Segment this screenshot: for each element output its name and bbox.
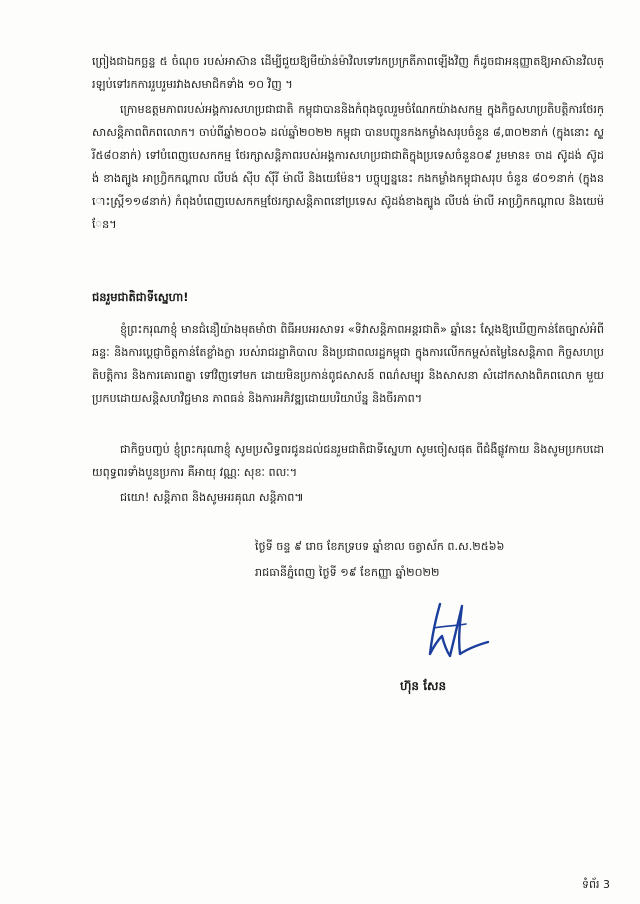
- signer-name: ហ៊ុន សែន: [400, 679, 447, 693]
- paragraph-un-peacekeeping: ក្រោមឧត្តមភាពរបស់អង្គការសហប្រជាជាតិ កម្ពុជាបាននិងកំពុងចូលរួមចំណែកយ៉ាងសកម្ម ក្នុងកិច្ចសហប្រតិបត្តិការថែរក្សាសន្តិភាពពិភពលោក។ ចាប់ពីឆ្នាំ២០០៦ ដល់ឆ្នាំ២០២២ កម្ពុជា បានបញ្ជូនកងកម្លាំងសរុបចំនួន ៨,៣០២នាក់ (ក្នុងនោះ ស្ត្រី៥៨០នាក់) ទៅបំពេញបេសកកម្ម ថែរក្សាសន្តិភាពរបស់អង្គការសហប្រជាជាតិក្នុងប្រទេសចំនួន០៩ រួមមាន៖ ចាដ ស៊ូដង់ ស៊ូដង់ ខាងត្បូង អាហ្វ្រិកកណ្តាល លីបង់ ស៊ីប ស៊ីរី ម៉ាលី និងយេម៉ែន។ បច្ចុប្បន្ននេះ កងកម្លាំងកម្ពុជាសរុប ចំនួន ៨០១នាក់ (ក្នុងនោះស្ត្រី១១៨នាក់) កំពុងបំពេញបេសកកម្មថែរក្សាសន្តិភាពនៅប្រទេស ស៊ូដង់ខាងត្បូង លីបង់ ម៉ាលី អាហ្វ្រិកកណ្តាល និងយេម៉ែន។: [92, 103, 604, 231]
- signature-icon: [410, 596, 500, 666]
- salutation: ជនរួមជាតិជាទីស្នេហា!: [92, 290, 189, 304]
- date-lunar: ថ្ងៃទី ចន្ទ ៩ រោច ខែភទ្របទ ឆ្នាំខាល ចត្វាស័ក ព.ស.២៥៦៦: [255, 540, 505, 553]
- date-solar: រាជធានីភ្នំពេញ ថ្ងៃទី ១៩ ខែកញ្ញា ឆ្នាំ២០២២: [255, 566, 440, 579]
- page-number: ទំព័រ 3: [582, 878, 610, 891]
- paragraph-peace-day-theme: ខ្ញុំព្រះករុណាខ្ញុំ មានជំនឿយ៉ាងមុតមាំថា ពិធីអបអរសាទរ «ទិវាសន្តិភាពអន្តរជាតិ» ឆ្នាំនេះ ស្តែងឱ្យឃើញកាន់តែច្បាស់អំពីឆន្ទៈ និងការប្តេជ្ញាចិត្តកាន់តែខ្លាំងក្លា របស់រាជរដ្ឋាភិបាល និងប្រជាពលរដ្ឋកម្ពុជា ក្នុងការលើកកម្ពស់តម្លៃនៃសន្តិភាព កិច្ចសហប្រតិបត្តិការ និងការគោរពគ្នា ទៅវិញទៅមក ដោយមិនប្រកាន់ពូជសាសន៍ ពណ៌សម្បុរ និងសាសនា សំដៅកសាងពិភពលោក មួយ ប្រកបដោយសន្តិសហវិជ្ជមាន ភាពធន់ និងការអភិវឌ្ឍដោយបរិយាប័ន្ន និងចីរភាព។: [92, 323, 604, 405]
- closing-slogan: ជយោ! សន្តិភាព និងសូមអរគុណ សន្តិភាព៕: [120, 491, 304, 504]
- paragraph-asean-consensus: ព្រៀងជាឯកច្ឆន្ទ ៥ ចំណុច របស់អាស៊ាន ដើម្បីជួយឱ្យមីយ៉ាន់ម៉ាវិលទៅរកប្រក្រតីភាពឡើងវិញ ក៏ដូចជាអនុញ្ញាតឱ្យអាស៊ានវិលត្រឡប់ទៅរកការរួបរួមរវាងសមាជិកទាំង ១០ វិញ ។: [92, 55, 604, 91]
- paragraph-closing-blessing: ជាកិច្ចបញ្ចប់ ខ្ញុំព្រះករុណាខ្ញុំ សូមប្រសិទ្ធពរជូនដល់ជនរួមជាតិជាទីស្នេហា សូមចៀសផុត ពីជំងឺផ្លូវកាយ និងសូមប្រកបដោយពុទ្ធពរទាំងបួនប្រការ គឺអាយុ វណ្ណៈ សុខៈ ពលៈ។: [92, 443, 604, 479]
